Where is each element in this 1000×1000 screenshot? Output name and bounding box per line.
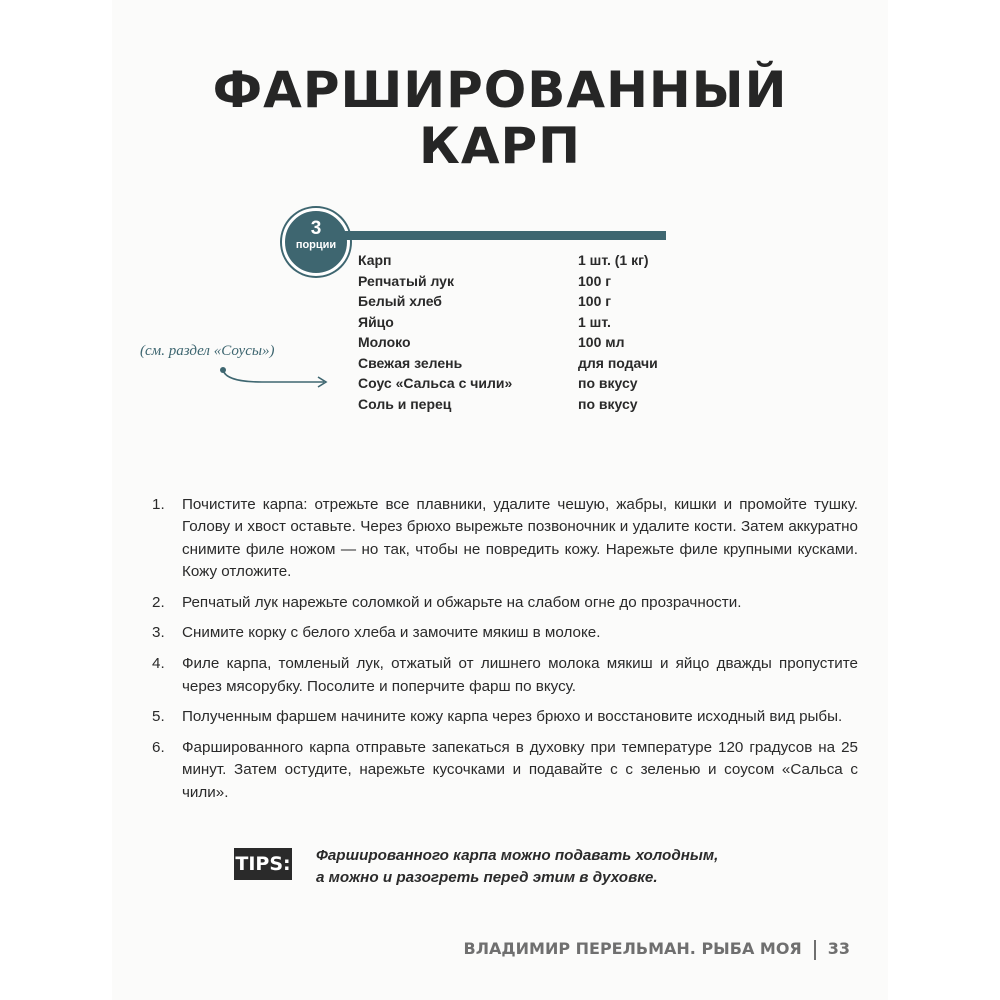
ingredient-row bbox=[358, 271, 678, 292]
tips-badge: TIPS: bbox=[234, 848, 292, 880]
title-line-2: КАРП bbox=[418, 117, 582, 175]
ingredient-name: Молоко bbox=[358, 334, 411, 350]
instruction-step bbox=[152, 706, 858, 728]
ingredient-qty: по вкусу bbox=[578, 395, 638, 412]
instruction-step bbox=[152, 653, 858, 698]
ingredient-qty: для подачи bbox=[578, 354, 658, 371]
title-line-1: ФАРШИРОВАННЫЙ bbox=[212, 61, 788, 119]
step-number: 5. bbox=[152, 708, 165, 726]
ingredient-name: Соус «Сальса с чили» bbox=[358, 375, 513, 391]
step-text: Филе карпа, томленый лук, отжатый от лишнего молока мякиш и яйцо дважды пропустите через мясорубку. Посолите и поперчите фарш по вкусу. bbox=[182, 655, 858, 695]
instruction-step bbox=[152, 737, 858, 804]
ingredient-qty: 100 г bbox=[578, 272, 612, 289]
ingredient-name: Белый хлеб bbox=[358, 293, 442, 309]
page-footer bbox=[464, 938, 850, 960]
instruction-step bbox=[152, 592, 858, 614]
page-number: 33 bbox=[827, 939, 850, 958]
instruction-step bbox=[152, 494, 858, 583]
ingredient-name: Репчатый лук bbox=[358, 272, 454, 289]
servings-number: 3 bbox=[310, 218, 322, 239]
servings-label: порции bbox=[295, 239, 337, 251]
ingredients-header-bar bbox=[345, 231, 666, 240]
tips-line-2: а можно и разогреть перед этим в духовке. bbox=[316, 869, 658, 886]
step-text: Снимите корку с белого хлеба и замочите мякиш в молоке. bbox=[182, 624, 601, 642]
ingredient-name: Яйцо bbox=[358, 313, 394, 330]
tips-text bbox=[316, 845, 796, 889]
ingredient-qty: по вкусу bbox=[578, 375, 638, 391]
step-text: Репчатый лук нарежьте соломкой и обжарьте на слабом огне до прозрачности. bbox=[182, 593, 742, 611]
step-number: 3. bbox=[152, 624, 165, 642]
servings-badge bbox=[282, 208, 350, 276]
ingredient-row bbox=[358, 312, 678, 333]
instructions-list bbox=[152, 494, 858, 813]
ingredient-name: Свежая зелень bbox=[358, 354, 463, 371]
footer-divider bbox=[814, 940, 816, 960]
step-number: 2. bbox=[152, 593, 165, 611]
ingredient-qty: 1 шт. bbox=[578, 313, 611, 330]
ingredient-row bbox=[358, 250, 678, 271]
ingredient-name: Карп bbox=[358, 252, 392, 268]
step-text: Фаршированного карпа отправьте запекаться в духовку при температуре 120 градусов на 25 минут. Затем остудите, нарежьте кусочками и подавайте с с зеленью и соусом «Сальса с чили». bbox=[182, 739, 858, 801]
ingredients-list bbox=[358, 250, 678, 414]
ingredient-row bbox=[358, 332, 678, 353]
ingredient-qty: 100 мл bbox=[578, 334, 625, 350]
step-number: 4. bbox=[152, 655, 165, 673]
ingredient-qty: 100 г bbox=[578, 293, 612, 309]
ingredient-row bbox=[358, 353, 678, 374]
book-title: ВЛАДИМИР ПЕРЕЛЬМАН. РЫБА МОЯ bbox=[463, 939, 802, 958]
instruction-step bbox=[152, 622, 858, 644]
recipe-title bbox=[112, 62, 888, 174]
tips-line-1: Фаршированного карпа можно подавать холодным, bbox=[316, 847, 719, 864]
ingredient-row bbox=[358, 291, 678, 312]
ingredient-name: Соль и перец bbox=[358, 395, 452, 412]
ingredient-qty: 1 шт. (1 кг) bbox=[578, 252, 649, 268]
ingredient-row bbox=[358, 394, 678, 415]
sauce-section-note: (см. раздел «Соусы») bbox=[140, 343, 275, 359]
ingredient-row bbox=[358, 373, 678, 394]
step-number: 1. bbox=[152, 496, 165, 513]
step-text: Полученным фаршем начините кожу карпа через брюхо и восстановите исходный вид рыбы. bbox=[182, 708, 843, 726]
recipe-page bbox=[112, 0, 888, 1000]
step-text: Почистите карпа: отрежьте все плавники, удалите чешую, жабры, кишки и промойте тушку. Голову и хвост оставьте. Через брюхо вырежьте позвоночник и удалите кости. Затем аккуратно снимите филе ножом — но так, чтобы не повредить кожу. Нарежьте филе крупными кусками. Кожу отложите. bbox=[182, 496, 858, 580]
step-number: 6. bbox=[152, 739, 165, 757]
curved-arrow-icon bbox=[212, 360, 352, 396]
